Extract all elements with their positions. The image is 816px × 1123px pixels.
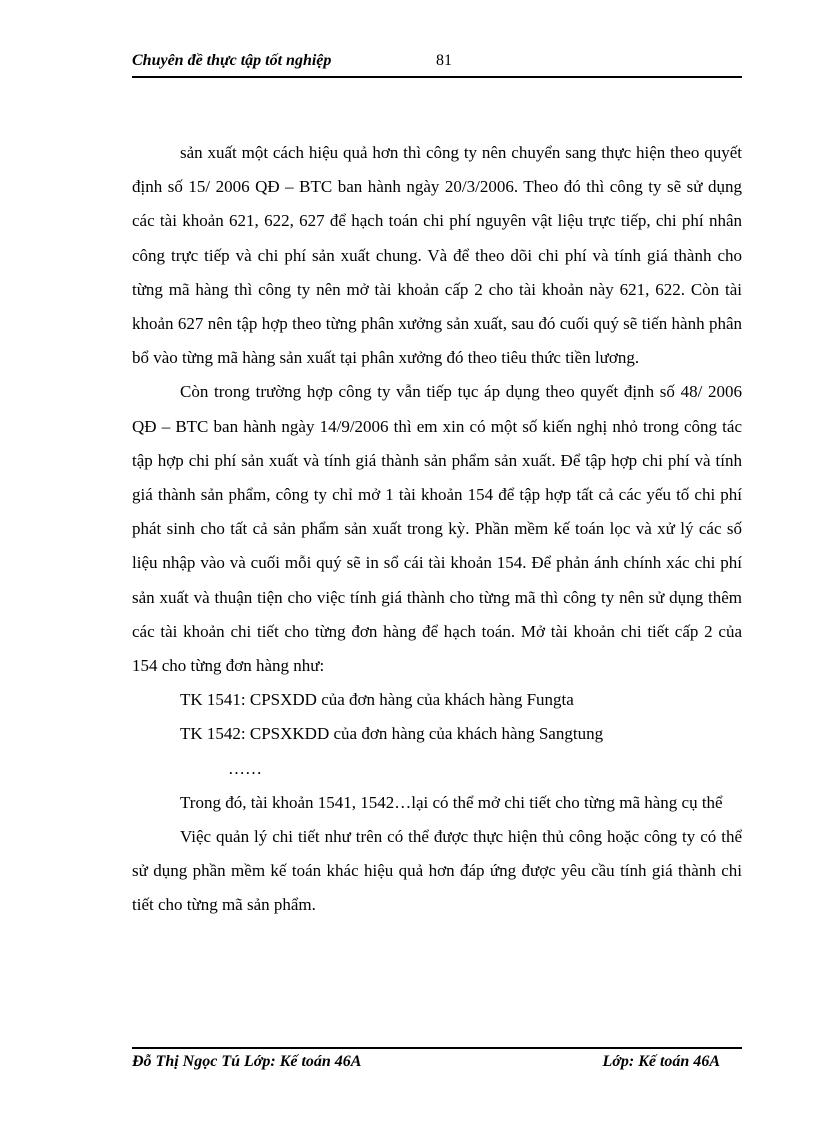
header-title: Chuyên đề thực tập tốt nghiệp (132, 52, 332, 69)
footer-author: Đỗ Thị Ngọc Tú Lớp: Kế toán 46A (132, 1053, 362, 1070)
page-footer (132, 1047, 742, 1077)
document-body (132, 136, 742, 923)
account-line: TK 1542: CPSXKDD của đơn hàng của khách hàng Sangtung (180, 724, 604, 744)
ellipsis-line: …… (228, 758, 262, 778)
page-header (132, 50, 742, 78)
paragraph: sản xuất một cách hiệu quả hơn thì công ty nên chuyển sang thực hiện theo quyết định số 15/ 2006 QĐ – BTC ban hành ngày 20/3/2006. Theo đó thì công ty sẽ sử dụng các tài khoản 621, 622, 627 để hạch toán chi phí nguyên vật liệu trực tiếp, chi phí nhân công trực tiếp và chi phí sản xuất chung. Và để theo dõi chi phí và tính giá thành cho từng mã hàng thì công ty nên mở tài khoản cấp 2 cho tài khoản này 621, 622. Còn tài khoản 627 nên tập hợp theo từng phân xưởng sản xuất, sau đó cuối quý sẽ tiến hành phân bổ vào từng mã hàng sản xuất tại phân xưởng đó theo tiêu thức tiền lương. (132, 143, 742, 368)
paragraph: Trong đó, tài khoản 1541, 1542…lại có thể mở chi tiết cho từng mã hàng cụ thể (180, 792, 723, 812)
account-line: TK 1541: CPSXDD của đơn hàng của khách hàng Fungta (180, 690, 574, 710)
footer-class: Lớp: Kế toán 46A (602, 1053, 720, 1070)
page-number: 81 (436, 52, 452, 69)
paragraph: Còn trong trường hợp công ty vẫn tiếp tục áp dụng theo quyết định số 48/ 2006 QĐ – BTC ban hành ngày 14/9/2006 thì em xin có một số kiến nghị nhỏ trong công tác tập hợp chi phí sản xuất và tính giá thành sản phẩm sản xuất. Để tập hợp chi phí và tính giá thành sản phẩm, công ty chỉ mở 1 tài khoản 154 để tập hợp tất cả các yếu tố chi phí phát sinh cho tất cả sản phẩm sản xuất trong kỳ. Phần mềm kế toán lọc và xử lý các số liệu nhập vào và cuối mỗi quý sẽ in sổ cái tài khoản 154. Để phản ánh chính xác chi phí sản xuất và thuận tiện cho việc tính giá thành cho từng mã thì công ty nên sử dụng thêm các tài khoản chi tiết cho từng đơn hàng để hạch toán. Mở tài khoản chi tiết cấp 2 của 154 cho từng đơn hàng như: (132, 382, 742, 676)
paragraph: Việc quản lý chi tiết như trên có thể được thực hiện thủ công hoặc công ty có thể sử dụng phần mềm kế toán khác hiệu quả hơn đáp ứng được yêu cầu tính giá thành chi tiết cho từng mã sản phẩm. (132, 827, 742, 915)
